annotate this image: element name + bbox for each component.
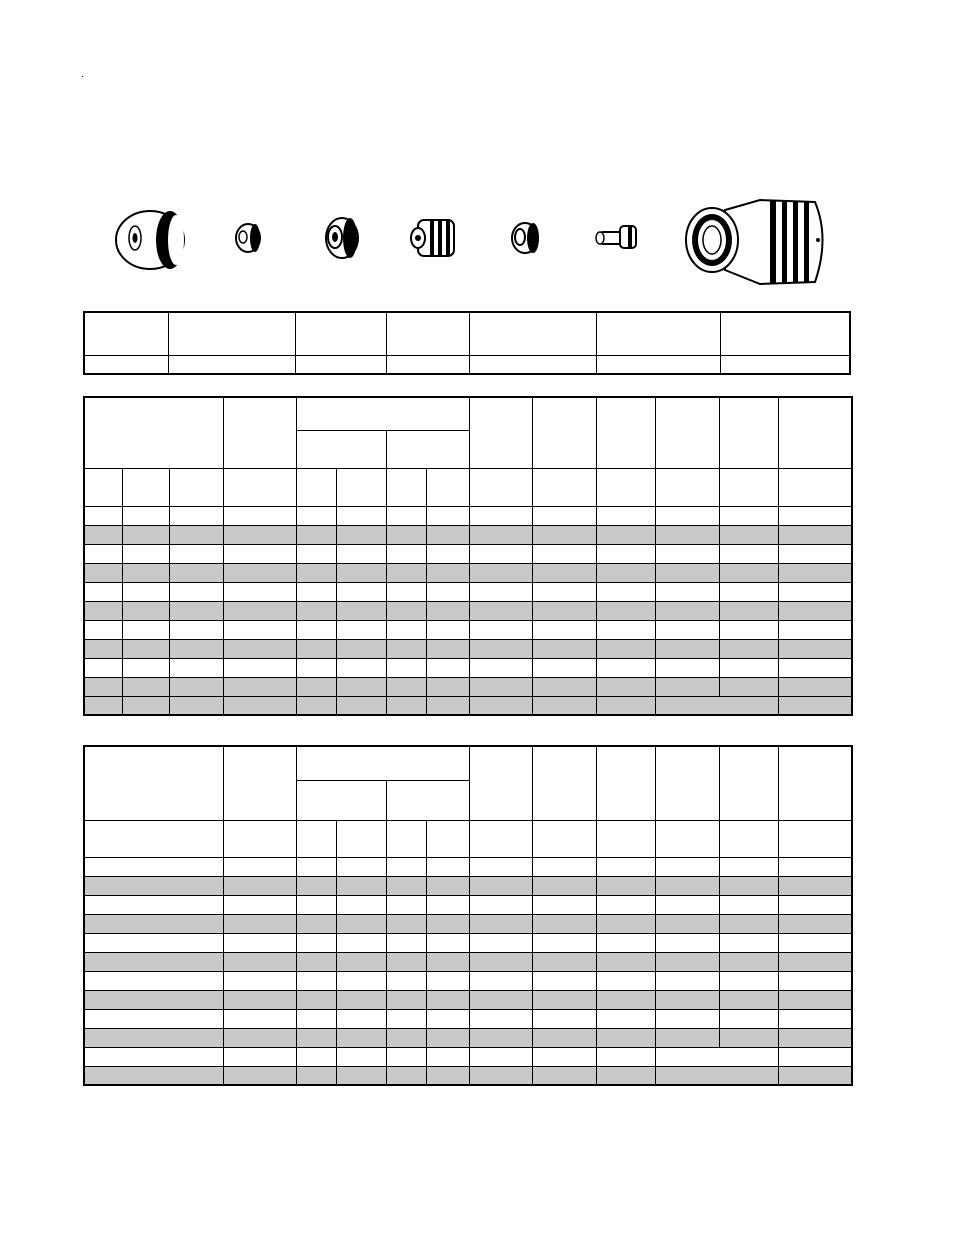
swirl-ring-icon xyxy=(411,220,454,256)
nozzle-icon xyxy=(326,218,358,258)
table-row xyxy=(84,971,852,990)
cut-settings-table-b xyxy=(83,745,853,1086)
table-row xyxy=(84,933,852,952)
table-row xyxy=(84,601,852,620)
table-header-row xyxy=(84,746,852,780)
table-row xyxy=(84,544,852,563)
small-ring-icon xyxy=(512,223,539,253)
table-row xyxy=(84,677,852,696)
shield-icon xyxy=(116,211,184,269)
retaining-cap-icon xyxy=(236,224,260,252)
table-header-row xyxy=(84,468,852,506)
table-row xyxy=(84,1009,852,1028)
table-row xyxy=(84,857,852,876)
table-header-row xyxy=(84,312,850,355)
table-row xyxy=(84,355,850,374)
table-row xyxy=(84,696,852,715)
table-row xyxy=(84,620,852,639)
table-header-row xyxy=(84,397,852,430)
torch-body-icon xyxy=(686,200,823,284)
table-row xyxy=(84,914,852,933)
table-row xyxy=(84,506,852,525)
table-row xyxy=(84,876,852,895)
table-row xyxy=(84,525,852,544)
consumable-part-numbers-table xyxy=(83,311,851,375)
cut-settings-table-a xyxy=(83,396,853,716)
table-row xyxy=(84,563,852,582)
table-row xyxy=(84,582,852,601)
table-row xyxy=(84,952,852,971)
table-row xyxy=(84,895,852,914)
table-row xyxy=(84,1028,852,1047)
table-row xyxy=(84,639,852,658)
electrode-icon xyxy=(596,226,636,248)
table-row xyxy=(84,658,852,677)
table-row xyxy=(84,1066,852,1085)
consumable-parts-illustration xyxy=(0,190,954,300)
table-header-row xyxy=(84,820,852,857)
table-row xyxy=(84,1047,852,1066)
table-row xyxy=(84,990,852,1009)
page-mark xyxy=(82,76,83,77)
